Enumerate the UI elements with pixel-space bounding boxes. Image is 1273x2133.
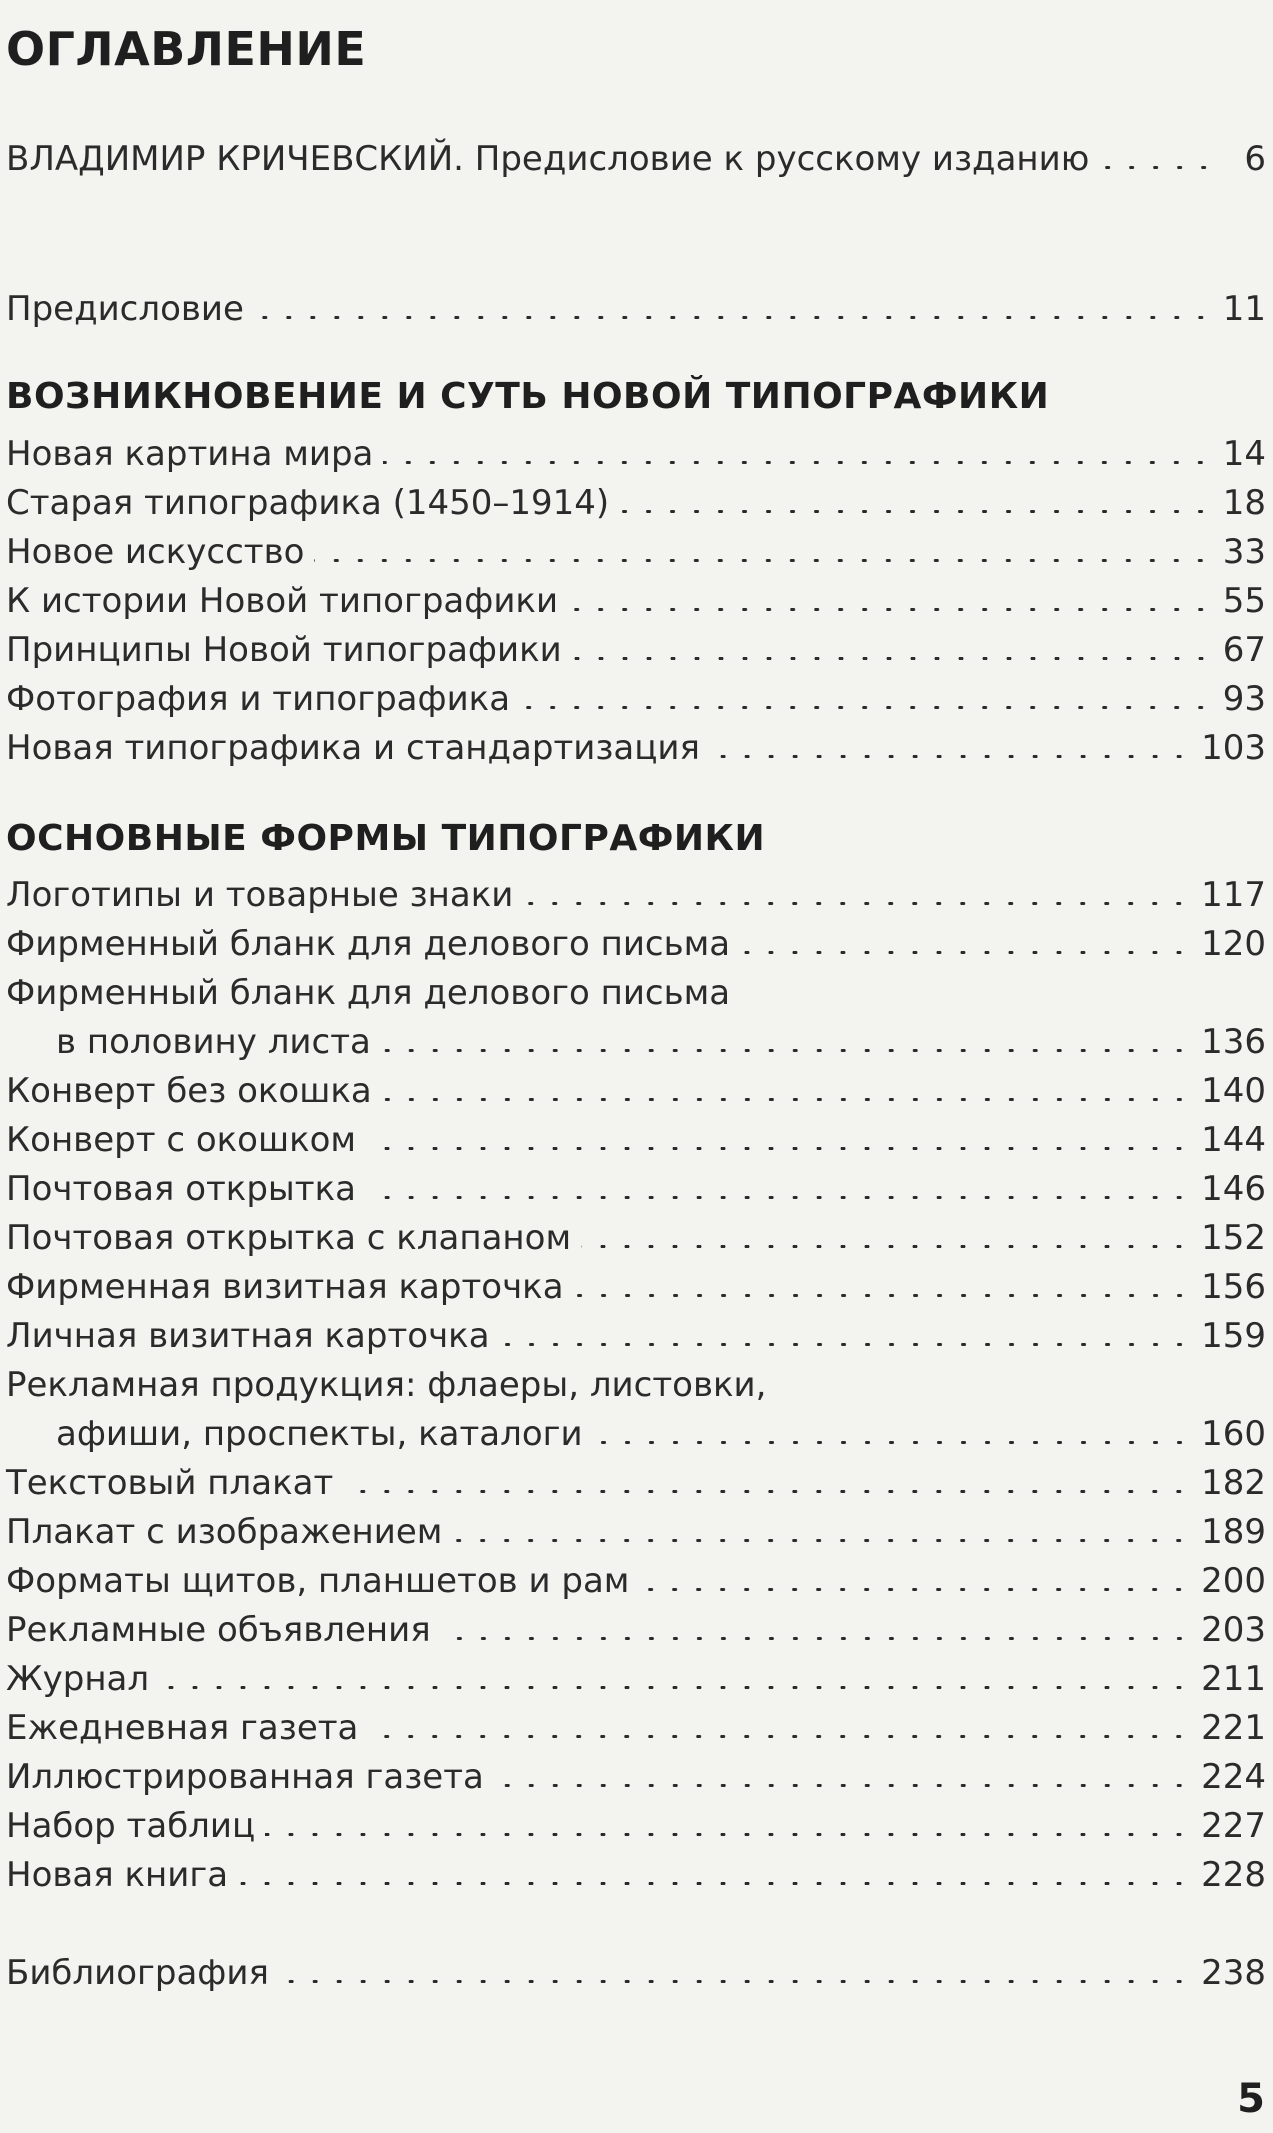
dot-leader: [265, 1833, 1191, 1836]
entry-title: Фотография и типографика: [6, 679, 511, 719]
toc-entry: [6, 1258, 1266, 1307]
entry-title: Конверт с окошком: [6, 1120, 357, 1160]
dot-leader: [381, 1049, 1191, 1052]
page-number: 211: [1201, 1659, 1266, 1699]
page-number: 117: [1201, 875, 1266, 915]
entry-title: Почтовая открытка с клапаном: [6, 1218, 572, 1258]
page-number: 14: [1222, 434, 1266, 474]
toc-entry: [6, 1454, 1266, 1503]
dot-leader: [568, 608, 1213, 611]
toc-entry: [6, 1748, 1266, 1797]
toc-entry: [6, 915, 1266, 964]
page-number: 189: [1201, 1512, 1266, 1552]
dot-leader: [343, 1490, 1191, 1493]
page-number: 33: [1222, 532, 1266, 572]
page-number: 146: [1201, 1169, 1266, 1209]
entry-title: Новая картина мира: [6, 434, 374, 474]
entry-title: Плакат с изображением: [6, 1512, 443, 1552]
page-number: 200: [1201, 1561, 1266, 1601]
entry-title: Фирменная визитная карточка: [6, 1267, 564, 1307]
page-number: 238: [1201, 1953, 1266, 1993]
entry-title: Почтовая открытка: [6, 1169, 356, 1209]
dot-leader: [452, 1539, 1191, 1542]
entry-title: Новая типографика и стандартизация: [6, 728, 700, 768]
page-number: 144: [1201, 1120, 1266, 1160]
dot-leader: [639, 1588, 1191, 1591]
page-number: 227: [1201, 1806, 1266, 1846]
dot-leader: [238, 1882, 1191, 1885]
toc-entry: [6, 1013, 1266, 1062]
toc-entry: [6, 1307, 1266, 1356]
dot-leader: [366, 1147, 1191, 1150]
page-number: 224: [1201, 1757, 1266, 1797]
toc-entry: [6, 1160, 1266, 1209]
entry-title: Иллюстрированная газета: [6, 1757, 484, 1797]
dot-leader: [500, 1343, 1192, 1346]
toc-entry: [6, 1062, 1266, 1111]
entry-title-first-line: Фирменный бланк для делового письма: [6, 973, 731, 1013]
dot-leader: [279, 1980, 1191, 1983]
toc-entry: [6, 523, 1266, 572]
page-number: 203: [1201, 1610, 1266, 1650]
dot-leader: [382, 1098, 1191, 1101]
page-number: 156: [1201, 1267, 1266, 1307]
section-heading: ОСНОВНЫЕ ФОРМЫ ТИПОГРАФИКИ: [6, 818, 766, 859]
dot-leader: [159, 1686, 1191, 1689]
page-number: 182: [1201, 1463, 1266, 1503]
page-number: 140: [1201, 1071, 1266, 1111]
entry-title: Фирменный бланк для делового письма: [6, 924, 731, 964]
entry-title: Форматы щитов, планшетов и рам: [6, 1561, 630, 1601]
entry-title: Конверт без окошка: [6, 1071, 372, 1111]
dot-leader: [494, 1784, 1191, 1787]
toc-entry: [6, 670, 1266, 719]
dot-leader: [441, 1637, 1191, 1640]
dot-leader: [520, 706, 1213, 709]
dot-leader: [366, 1196, 1191, 1199]
toc-entry: [6, 130, 1266, 179]
dot-leader: [523, 902, 1191, 905]
page-number: 6: [1244, 139, 1266, 179]
entry-title: Ежедневная газета: [6, 1708, 359, 1748]
toc-entry: [6, 1797, 1266, 1846]
entry-title: Текстовый плакат: [6, 1463, 334, 1503]
dot-leader: [368, 1735, 1191, 1738]
dot-leader: [581, 1245, 1191, 1248]
entry-title: Предисловие: [6, 289, 244, 329]
entry-title: в половину листа: [56, 1022, 371, 1062]
toc-entry: [6, 1601, 1266, 1650]
toc-entry: [6, 425, 1266, 474]
dot-leader: [593, 1441, 1192, 1444]
entry-title: Новое искусство: [6, 532, 305, 572]
dot-leader: [1099, 166, 1216, 169]
page-number: 136: [1201, 1022, 1266, 1062]
toc-entry: [6, 1944, 1266, 1993]
page-number: 159: [1201, 1316, 1266, 1356]
toc-entry: [6, 1405, 1266, 1454]
page-number: 221: [1201, 1708, 1266, 1748]
toc-entry: [6, 621, 1266, 670]
entry-title-first-line: Рекламная продукция: флаеры, листовки,: [6, 1365, 767, 1405]
page-number: 120: [1201, 924, 1266, 964]
entry-title: К истории Новой типографики: [6, 581, 559, 621]
dot-leader: [740, 951, 1191, 954]
dot-leader: [254, 316, 1213, 319]
entry-title: ВЛАДИМИР КРИЧЕВСКИЙ. Предисловие к русскому изданию: [6, 139, 1090, 179]
dot-leader: [383, 461, 1212, 464]
entry-title: Личная визитная карточка: [6, 1316, 490, 1356]
dot-leader: [572, 657, 1213, 660]
toc-entry: [6, 1552, 1266, 1601]
toc-entry: [6, 1209, 1266, 1258]
section-heading: ВОЗНИКНОВЕНИЕ И СУТЬ НОВОЙ ТИПОГРАФИКИ: [6, 376, 1050, 417]
entry-title: Новая книга: [6, 1855, 229, 1895]
toc-entry: [6, 1650, 1266, 1699]
entry-title: Принципы Новой типографики: [6, 630, 562, 670]
page-number: 11: [1222, 289, 1266, 329]
dot-leader: [710, 755, 1191, 758]
entry-title: Набор таблиц: [6, 1806, 256, 1846]
toc-entry: [6, 866, 1266, 915]
page-number: 160: [1201, 1414, 1266, 1454]
page-number: 228: [1201, 1855, 1266, 1895]
toc-entry: [6, 1503, 1266, 1552]
toc-entry: [6, 1846, 1266, 1895]
dot-leader: [574, 1294, 1192, 1297]
toc-entry: [6, 1699, 1266, 1748]
toc-entry: [6, 474, 1266, 523]
page-number: 103: [1201, 728, 1266, 768]
page-number: 67: [1222, 630, 1266, 670]
entry-title: Библиография: [6, 1953, 269, 1993]
entry-title: афиши, проспекты, каталоги: [56, 1414, 583, 1454]
dot-leader: [619, 510, 1213, 513]
page-title: ОГЛАВЛЕНИЕ: [6, 22, 367, 76]
toc-entry: [6, 1111, 1266, 1160]
entry-title: Рекламные объявления: [6, 1610, 431, 1650]
entry-title: Старая типографика (1450–1914): [6, 483, 610, 523]
toc-entry: [6, 572, 1266, 621]
folio-page-number: 5: [1237, 2076, 1265, 2122]
entry-title: Журнал: [6, 1659, 150, 1699]
entry-title: Логотипы и товарные знаки: [6, 875, 514, 915]
dot-leader: [314, 559, 1212, 562]
page-number: 93: [1222, 679, 1266, 719]
toc-entry: [6, 280, 1266, 329]
page-number: 55: [1222, 581, 1266, 621]
page-number: 18: [1222, 483, 1266, 523]
toc-entry: [6, 719, 1266, 768]
page-number: 152: [1201, 1218, 1266, 1258]
